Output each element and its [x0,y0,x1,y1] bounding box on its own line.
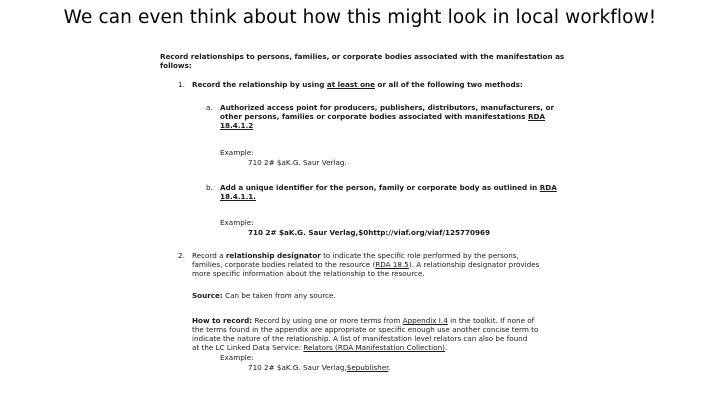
item-2-line-3: more specific information about the relationship to the resource. [192,269,425,278]
item-1b-letter: b. [206,183,213,192]
item-2-example-label: Example: [220,353,254,362]
item-1a-example-value: 710 2# $aK.G. Saur Verlag. [248,158,347,167]
rda-link-18-4-1-2[interactable]: RDA [527,112,546,121]
item-1b-example-value: 710 2# $aK.G. Saur Verlag,$0http://viaf.org/viaf/125770969 [248,228,491,237]
rda-link-18-4-1-1-number[interactable]: 18.4.1.1. [220,192,256,201]
item-1-emphasis: at least one [326,80,376,89]
howto-line-4: at the LC Linked Data Service: Relators (RDA Manifestation Collection). [192,343,448,352]
intro-line-2: follows: [160,61,192,70]
document-excerpt [150,47,565,399]
relators-link[interactable]: Relators (RDA Manifestation Collection) [303,343,445,352]
howto-line-2: the terms found in the appendix are appropriate or specific enough use another concise term to [192,325,539,334]
item-2-example-value: 710 2# $aK.G. Saur Verlag,$epublisher. [248,363,391,372]
rda-link-18-4-1-1[interactable]: RDA [539,183,557,192]
item-1b-example-label: Example: [220,218,254,227]
item-1-heading: Record the relationship by using at least one or all of the following two methods: [192,80,523,89]
howto-line-1: How to record: Record by using one or more terms from Appendix I.4 in the toolkit. If none of [192,316,535,325]
rda-link-18-5[interactable]: RDA 18.5 [375,260,409,269]
intro-line-1: Record relationships to persons, families, or corporate bodies associated with the manifestation as [160,52,565,61]
slide-title: We can even think about how this might look in local workflow! [63,7,657,28]
item-2-line-2: families, corporate bodies related to the resource (RDA 18.5). A relationship designator provides [192,260,540,269]
item-2-number: 2. [178,251,185,260]
item-1-number: 1. [178,80,185,89]
item-1b-line-1: Add a unique identifier for the person, family or corporate body as outlined in RDA [220,183,557,192]
source-line: Source: Can be taken from any source. [192,291,336,300]
rda-link-18-4-1-2-number[interactable]: 18.4.1.2 [220,121,254,130]
relationship-designator-term: relationship designator [225,251,321,260]
howto-line-3: indicate the nature of the relationship. A list of manifestation level relators can also be found [192,334,528,343]
source-label: Source: [192,291,223,300]
item-1a-line-2: other persons, families or corporate bodies associated with manifestations RDA [220,112,546,121]
item-1a-example-label: Example: [220,148,254,157]
item-1a-letter: a. [206,103,213,112]
publisher-relator-code: $epublisher [346,363,389,372]
appendix-link[interactable]: Appendix I.4 [402,316,448,325]
item-2-line-1: Record a relationship designator to indicate the specific role performed by the persons, [192,251,519,260]
howto-label: How to record: [192,316,253,325]
item-1a-line-1: Authorized access point for producers, publishers, distributors, manufacturers, or [220,103,554,112]
